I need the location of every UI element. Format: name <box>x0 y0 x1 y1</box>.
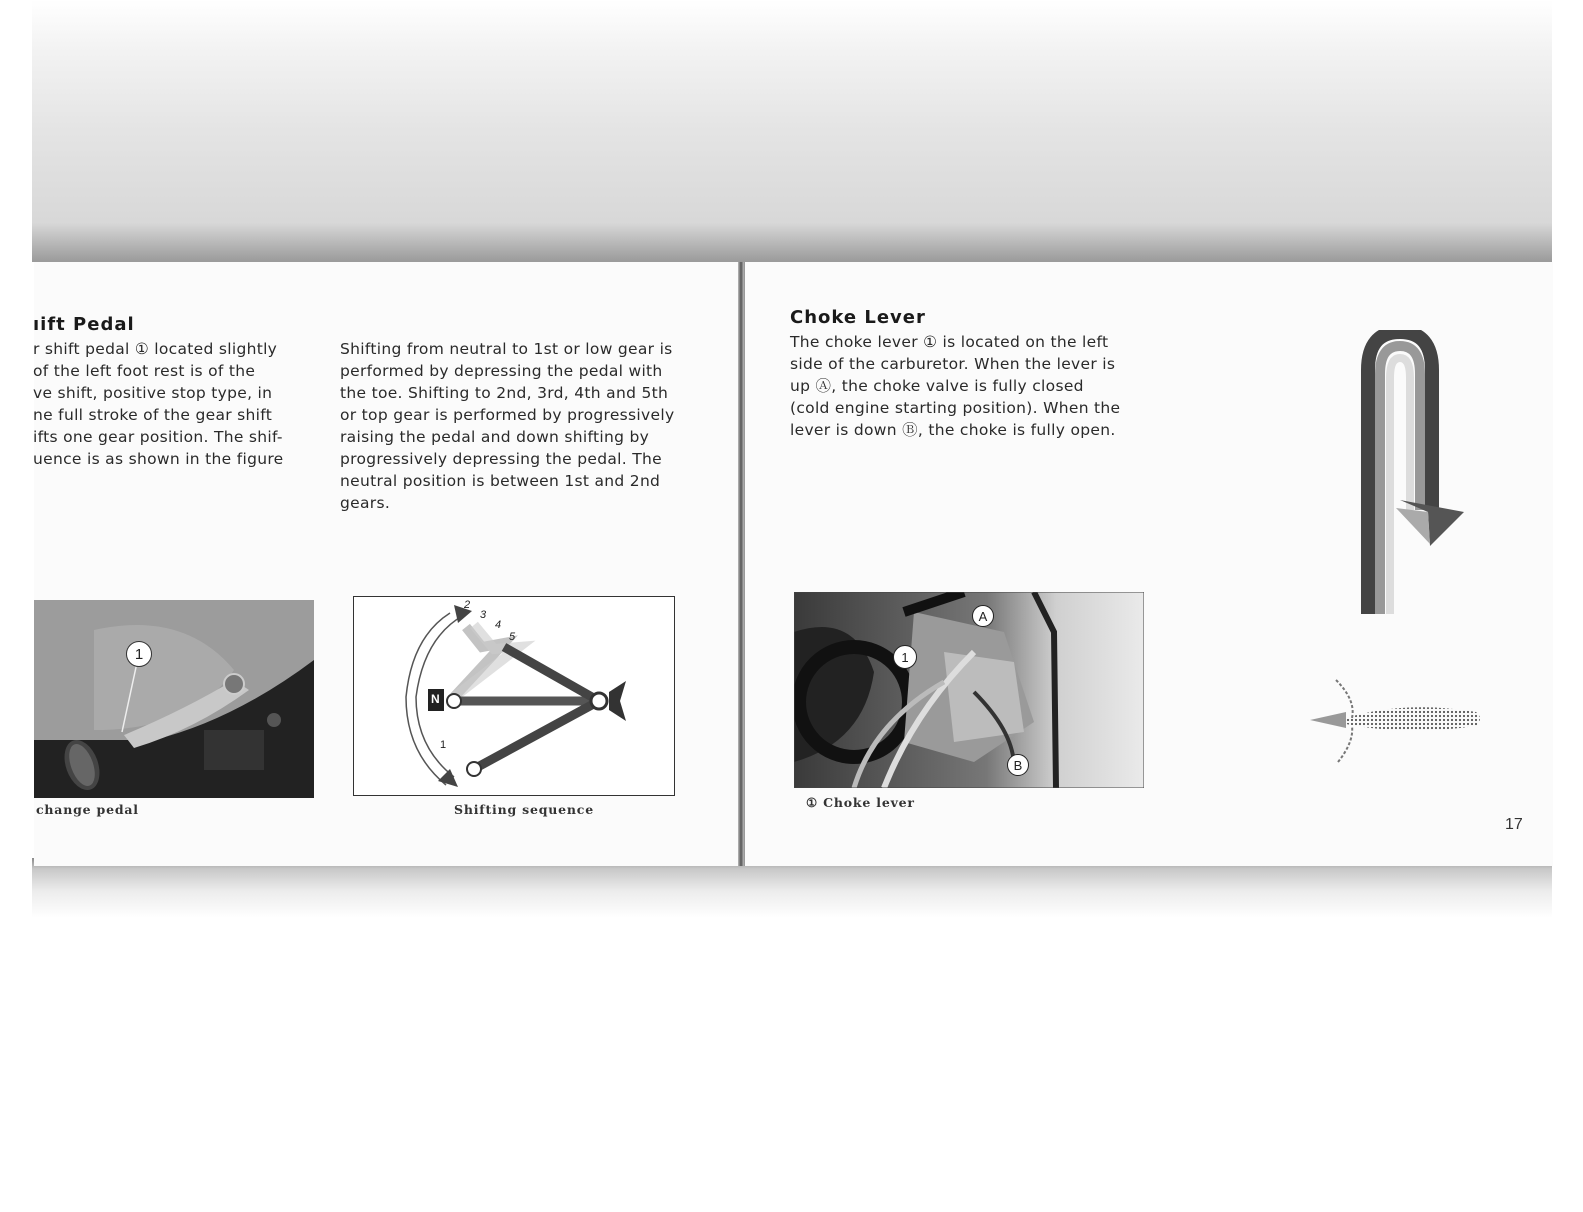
col2-line: neutral position is between 1st and 2nd <box>340 472 661 490</box>
col1-line: uence is as shown in the figure <box>33 450 284 468</box>
change-pedal-caption: change pedal <box>36 802 139 817</box>
col1-line: ne full stroke of the gear shift <box>33 406 273 424</box>
gear-1-label: 1 <box>440 739 447 751</box>
col2-line: performed by depressing the pedal with <box>340 362 663 380</box>
choke-line: side of the carburetor. When the lever is <box>790 355 1116 373</box>
scan-bottom-shadow <box>32 858 1552 918</box>
choke-line: The choke lever ① is located on the left <box>790 333 1109 351</box>
gear-4-label: 4 <box>495 619 502 631</box>
decorative-arrow-icon <box>1360 330 1470 625</box>
col2-line: or top gear is performed by progressively <box>340 406 675 424</box>
choke-lever-caption: ① Choke lever <box>806 795 915 810</box>
neutral-label: N <box>431 692 440 706</box>
page-number: 17 <box>1505 816 1523 833</box>
choke-line: up Ⓐ, the choke valve is fully closed <box>790 377 1084 395</box>
choke-callout-b: B <box>1007 754 1029 776</box>
choke-lever-heading: Choke Lever <box>790 307 926 328</box>
gear-3-label: 3 <box>480 609 487 621</box>
scan-top-shadow <box>32 0 1552 262</box>
col2-line: the toe. Shifting to 2nd, 3rd, 4th and 5th <box>340 384 669 402</box>
col1-line: ifts one gear position. The shif- <box>33 428 283 446</box>
choke-callout-a: A <box>972 605 994 627</box>
col2-line: progressively depressing the pedal. The <box>340 450 662 468</box>
shifting-sequence-diagram <box>353 596 675 796</box>
shifting-sequence-caption: Shifting sequence <box>454 802 594 817</box>
choke-line: (cold engine starting position). When the <box>790 399 1121 417</box>
shift-pedal-heading: ıift Pedal <box>33 314 135 335</box>
col2-line: gears. <box>340 494 391 512</box>
pedal-callout: 1 <box>126 641 152 667</box>
col2-line: Shifting from neutral to 1st or low gear is <box>340 340 673 358</box>
col1-line: r shift pedal ① located slightly <box>33 340 278 358</box>
change-pedal-photo <box>34 600 314 798</box>
col2-line: raising the pedal and down shifting by <box>340 428 650 446</box>
choke-lever-photo <box>794 592 1144 788</box>
col1-line: ve shift, positive stop type, in <box>33 384 273 402</box>
choke-callout-1: 1 <box>893 645 917 669</box>
choke-line: lever is down Ⓑ, the choke is fully open. <box>790 421 1116 439</box>
gear-2-label: 2 <box>464 599 471 611</box>
decorative-emblem-icon <box>1306 670 1486 775</box>
col1-line: of the left foot rest is of the <box>33 362 256 380</box>
gear-5-label: 5 <box>509 631 516 643</box>
